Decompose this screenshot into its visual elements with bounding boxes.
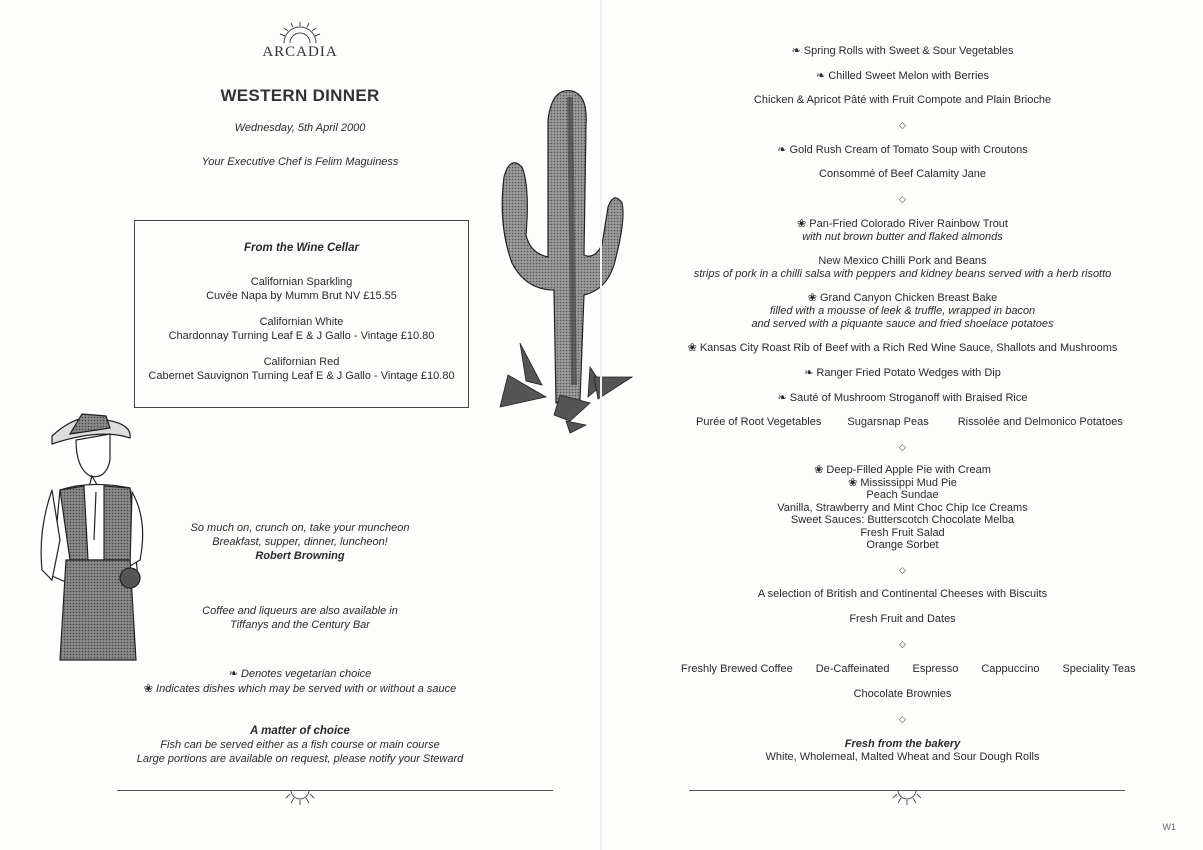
coffee-line: Tiffanys and the Century Bar <box>230 619 370 631</box>
dessert-item: Fresh Fruit Salad <box>860 526 945 539</box>
side-dish: Purée of Root Vegetables <box>696 416 822 428</box>
sun-ornament-icon <box>285 790 315 806</box>
dessert-item: Orange Sorbet <box>866 539 939 551</box>
dessert-item: ❀ Mississippi Mud Pie <box>848 476 957 489</box>
divider <box>117 790 553 791</box>
cowboy-illustration <box>30 410 160 670</box>
course-separator-icon: ◇ <box>899 442 906 452</box>
wine-category: Californian Red <box>263 356 340 368</box>
dish-description: and served with a piquante sauce and fried shoelace potatoes <box>751 318 1054 330</box>
legend-vegetarian: ❧ Denotes vegetarian choice <box>228 668 372 680</box>
choice-heading: A matter of choice <box>250 725 350 737</box>
course-separator-icon: ◇ <box>899 639 906 649</box>
dietary-legend <box>120 667 480 697</box>
drinks-row <box>681 663 1136 675</box>
course-separator-icon: ◇ <box>899 120 906 130</box>
wine-category: Californian Sparkling <box>250 276 353 288</box>
quote-block <box>150 521 450 563</box>
wine-list-box <box>134 220 469 408</box>
cheese-course: A selection of British and Continental Cheeses with Biscuits <box>757 588 1048 600</box>
bakery-block <box>602 738 1203 764</box>
coffee-note <box>150 604 450 632</box>
choice-note <box>100 724 500 766</box>
dish-description: with nut brown butter and flaked almonds <box>802 231 1003 243</box>
course-separator-icon: ◇ <box>899 714 906 724</box>
dish-description: filled with a mousse of leek & truffle, wrapped in bacon <box>769 305 1036 317</box>
menu-title: WESTERN DINNER <box>220 86 380 105</box>
menu-item: Consommé of Beef Calamity Jane <box>819 168 986 180</box>
right-page <box>602 0 1203 850</box>
dessert-item: Vanilla, Strawberry and Mint Choc Chip Ice Creams <box>777 501 1028 514</box>
main-course-item <box>602 218 1203 244</box>
fruit-course: Fresh Fruit and Dates <box>849 613 956 625</box>
quote-line: So much on, crunch on, take your muncheon <box>190 522 410 534</box>
left-page <box>0 0 600 850</box>
side-dishes-row <box>696 416 1123 428</box>
menu-item: ❧ Gold Rush Cream of Tomato Soup with Croutons <box>777 144 1028 156</box>
wine-detail: Cuvée Napa by Mumm Brut NV £15.55 <box>206 290 397 302</box>
wine-detail: Chardonnay Turning Leaf E & J Gallo - Vintage £10.80 <box>168 330 435 342</box>
drink-item: Cappuccino <box>981 663 1040 675</box>
bakery-items: White, Wholemeal, Malted Wheat and Sour Dough Rolls <box>765 751 1040 763</box>
menu-item: ❧ Chilled Sweet Melon with Berries <box>815 70 990 82</box>
wine-category: Californian White <box>259 316 344 328</box>
course-separator-icon: ◇ <box>899 565 906 575</box>
wine-heading: From the Wine Cellar <box>244 242 359 254</box>
menu-item: ❧ Sauté of Mushroom Stroganoff with Braised Rice <box>777 392 1028 404</box>
menu-item: Chicken & Apricot Pâté with Fruit Compote and Plain Brioche <box>753 94 1052 106</box>
main-course-item <box>602 255 1203 281</box>
choice-line: Large portions are available on request, please notify your Steward <box>136 753 464 765</box>
main-course-item <box>602 292 1203 331</box>
dish-name: New Mexico Chilli Pork and Beans <box>818 255 987 267</box>
brownies-item: Chocolate Brownies <box>853 688 952 700</box>
arcadia-logo <box>250 22 350 61</box>
brand-name: ARCADIA <box>262 44 338 60</box>
drink-item: Freshly Brewed Coffee <box>681 663 793 675</box>
menu-date: Wednesday, 5th April 2000 <box>234 122 366 134</box>
bakery-heading: Fresh from the bakery <box>844 738 961 750</box>
chef-credit: Your Executive Chef is Felim Maguiness <box>201 156 399 168</box>
dish-name: ❀ Grand Canyon Chicken Breast Bake <box>807 292 998 304</box>
page-code: W1 <box>1162 822 1176 832</box>
legend-sauce: ❀ Indicates dishes which may be served with or without a sauce <box>143 683 457 695</box>
dessert-item: Sweet Sauces: Butterscotch Chocolate Melba <box>790 514 1015 526</box>
side-dish: Rissolée and Delmonico Potatoes <box>957 416 1123 428</box>
wine-detail: Cabernet Sauvignon Turning Leaf E & J Gallo - Vintage £10.80 <box>148 370 455 382</box>
menu-item: ❀ Kansas City Roast Rib of Beef with a Rich Red Wine Sauce, Shallots and Mushrooms <box>687 342 1118 354</box>
quote-line: Breakfast, supper, dinner, luncheon! <box>212 536 388 548</box>
course-separator-icon: ◇ <box>899 194 906 204</box>
drink-item: De-Caffeinated <box>815 663 890 675</box>
menu-item: ❧ Spring Rolls with Sweet & Sour Vegetables <box>791 45 1014 57</box>
dessert-list <box>602 464 1203 552</box>
coffee-line: Coffee and liqueurs are also available in <box>202 605 398 617</box>
sun-ornament-icon <box>892 790 922 806</box>
dessert-item: ❀ Deep-Filled Apple Pie with Cream <box>814 464 991 476</box>
dish-description: strips of pork in a chilli salsa with peppers and kidney beans served with a herb risotto <box>693 268 1112 280</box>
sun-logo-icon <box>278 22 322 44</box>
side-dish: Sugarsnap Peas <box>847 416 929 428</box>
drink-item: Espresso <box>912 663 959 675</box>
dessert-item: Peach Sundae <box>866 489 939 501</box>
drink-item: Speciality Teas <box>1062 663 1136 675</box>
menu-item: ❧ Ranger Fried Potato Wedges with Dip <box>804 367 1001 379</box>
choice-line: Fish can be served either as a fish course or main course <box>160 739 440 751</box>
dish-name: ❀ Pan-Fried Colorado River Rainbow Trout <box>797 218 1008 230</box>
quote-author: Robert Browning <box>255 550 345 562</box>
